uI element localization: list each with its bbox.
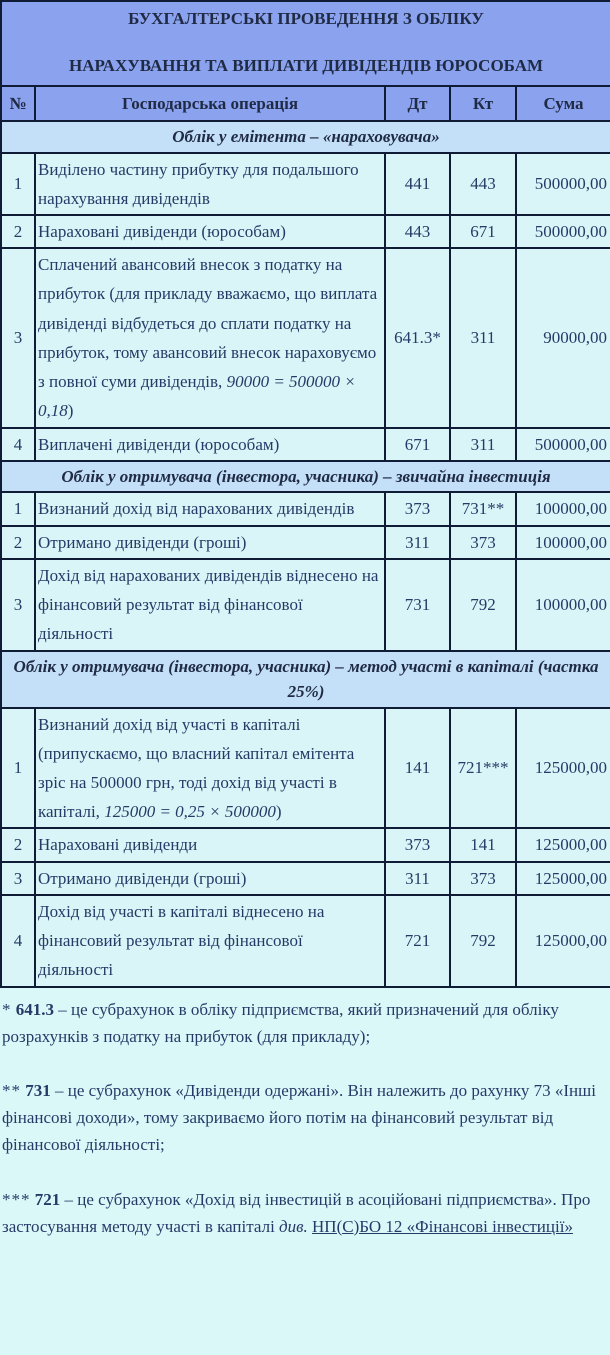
npsbo-12-link[interactable]: НП(С)БО 12 «Фінансові інвестиції» <box>312 1216 573 1236</box>
sum-cell: 90000,00 <box>516 248 610 427</box>
row-number: 4 <box>1 428 35 461</box>
sum-cell: 125000,00 <box>516 708 610 829</box>
footnote-641-3 <box>2 996 604 1050</box>
sum-cell: 125000,00 <box>516 895 610 987</box>
section-header-investor-ordinary: Облік у отримувача (інвестора, учасника) – звичайна інвестиція <box>1 461 610 493</box>
row-number: 4 <box>1 895 35 987</box>
column-header-credit: Кт <box>450 86 516 121</box>
operation-suffix: ) <box>275 802 282 822</box>
page-title-line1: БУХГАЛТЕРСЬКІ ПРОВЕДЕННЯ З ОБЛІКУ <box>128 9 484 28</box>
row-number: 3 <box>1 559 35 651</box>
operation-formula: 90000 = 500000 × 0,18 <box>38 372 356 421</box>
credit-cell: 141 <box>450 828 516 861</box>
operation-cell <box>35 895 385 987</box>
operation-text: Дохід від нарахованих дивідендів віднесено на фінансовий результат від фінансової діяльності <box>38 565 379 644</box>
row-number: 3 <box>1 248 35 427</box>
column-header-row <box>1 86 610 121</box>
row-number: 2 <box>1 526 35 559</box>
column-header-debit: Дт <box>385 86 450 121</box>
operation-cell <box>35 708 385 829</box>
debit-cell: 373 <box>385 828 450 861</box>
credit-cell: 311 <box>450 428 516 461</box>
table-title-row <box>1 1 610 86</box>
operation-suffix: ) <box>67 401 74 421</box>
row-number: 2 <box>1 828 35 861</box>
footnote-731 <box>2 1077 604 1159</box>
operation-cell <box>35 248 385 427</box>
table-row <box>1 428 610 461</box>
table-row <box>1 862 610 895</box>
footnote-text: – це субрахунок «Дохід від інвестицій в асоційовані підприємства». Про застосування методу участі в капіталі <box>2 1189 591 1236</box>
table-row <box>1 248 610 427</box>
footnote-marker: * <box>2 999 12 1019</box>
credit-cell: 443 <box>450 153 516 215</box>
debit-cell: 721 <box>385 895 450 987</box>
table-row <box>1 708 610 829</box>
row-number: 1 <box>1 708 35 829</box>
operation-cell <box>35 215 385 248</box>
sum-cell: 100000,00 <box>516 492 610 525</box>
footnote-account: 641.3 <box>15 999 54 1019</box>
credit-cell: 792 <box>450 559 516 651</box>
operation-text: Визнаний дохід від участі в капіталі (припускаємо, що власний капітал емітента зріс на 500000 грн, тоді дохід від участі в капіталі, <box>38 714 355 822</box>
operation-text: Визнаний дохід від нарахованих дивідендів <box>38 499 355 519</box>
debit-cell: 373 <box>385 492 450 525</box>
footnote-text: – це субрахунок в обліку підприємства, який призначений для обліку розрахунків з податку на прибуток (для прикладу); <box>2 999 559 1046</box>
debit-cell: 443 <box>385 215 450 248</box>
debit-cell: 671 <box>385 428 450 461</box>
table-row <box>1 526 610 559</box>
sum-cell: 125000,00 <box>516 828 610 861</box>
credit-cell: 671 <box>450 215 516 248</box>
operation-text: Дохід від участі в капіталі віднесено на фінансовий результат від фінансової діяльності <box>38 901 325 980</box>
section-header-row <box>1 461 610 493</box>
operation-text: Виділено частину прибутку для подальшого нарахування дивідендів <box>38 159 359 208</box>
row-number: 1 <box>1 492 35 525</box>
operation-cell <box>35 862 385 895</box>
debit-cell: 641.3* <box>385 248 450 427</box>
table-row <box>1 828 610 861</box>
footnote-marker: ** <box>2 1081 21 1100</box>
debit-cell: 311 <box>385 526 450 559</box>
operation-text: Отримано дивіденди (гроші) <box>38 532 247 552</box>
debit-cell: 441 <box>385 153 450 215</box>
row-number: 3 <box>1 862 35 895</box>
section-header-emitter: Облік у емітента – «нараховувача» <box>1 121 610 153</box>
operation-cell <box>35 559 385 651</box>
footnote-account: 721 <box>34 1189 61 1209</box>
operation-text: Сплачений авансовий внесок з податку на прибуток (для прикладу вважаємо, що виплата дивіденді відбудеться до сплати податку на прибуток, тому авансовий внесок нараховуємо з повної суми дивідендів, <box>38 255 378 392</box>
sum-cell: 500000,00 <box>516 215 610 248</box>
table-row <box>1 559 610 651</box>
credit-cell: 731** <box>450 492 516 525</box>
footnote-account: 731 <box>25 1081 51 1100</box>
credit-cell: 721*** <box>450 708 516 829</box>
operation-cell <box>35 526 385 559</box>
footnote-italic-text: див. <box>279 1216 308 1236</box>
operation-text: Виплачені дивіденди (юрособам) <box>38 434 280 454</box>
row-number: 2 <box>1 215 35 248</box>
credit-cell: 373 <box>450 862 516 895</box>
debit-cell: 141 <box>385 708 450 829</box>
row-number: 1 <box>1 153 35 215</box>
sum-cell: 100000,00 <box>516 526 610 559</box>
table-row <box>1 492 610 525</box>
section-header-investor-equity-method: Облік у отримувача (інвестора, учасника) – метод участі в капіталі (частка 25%) <box>1 651 610 708</box>
debit-cell: 311 <box>385 862 450 895</box>
table-title-cell <box>1 1 610 86</box>
sum-cell: 125000,00 <box>516 862 610 895</box>
sum-cell: 100000,00 <box>516 559 610 651</box>
operation-text: Нараховані дивіденди <box>38 835 198 855</box>
operation-text: Отримано дивіденди (гроші) <box>38 868 247 888</box>
column-header-operation: Господарська операція <box>35 86 385 121</box>
sum-cell: 500000,00 <box>516 153 610 215</box>
footnote-marker: *** <box>2 1189 31 1209</box>
operation-text: Нараховані дивіденди (юрособам) <box>38 221 286 241</box>
operation-cell <box>35 828 385 861</box>
sum-cell: 500000,00 <box>516 428 610 461</box>
credit-cell: 373 <box>450 526 516 559</box>
section-header-row <box>1 121 610 153</box>
footnote-text: – це субрахунок «Дивіденди одержані». Він належить до рахунку 73 «Інші фінансові доходи», тому закриваємо його потім на фінансовий результат від фінансової діяльності; <box>2 1081 596 1155</box>
table-row <box>1 895 610 987</box>
section-header-row <box>1 651 610 708</box>
credit-cell: 311 <box>450 248 516 427</box>
debit-cell: 731 <box>385 559 450 651</box>
table-row <box>1 215 610 248</box>
footnote-721 <box>2 1186 604 1240</box>
footnotes-section <box>0 988 610 1250</box>
operation-cell <box>35 428 385 461</box>
credit-cell: 792 <box>450 895 516 987</box>
page-title-line2: НАРАХУВАННЯ ТА ВИПЛАТИ ДИВІДЕНДІВ ЮРОСОБАМ <box>68 56 544 75</box>
operation-formula: 125000 = 0,25 × 500000 <box>104 802 276 822</box>
column-header-num: № <box>1 86 35 121</box>
table-row <box>1 153 610 215</box>
column-header-sum: Сума <box>516 86 610 121</box>
operation-cell <box>35 492 385 525</box>
operation-cell <box>35 153 385 215</box>
